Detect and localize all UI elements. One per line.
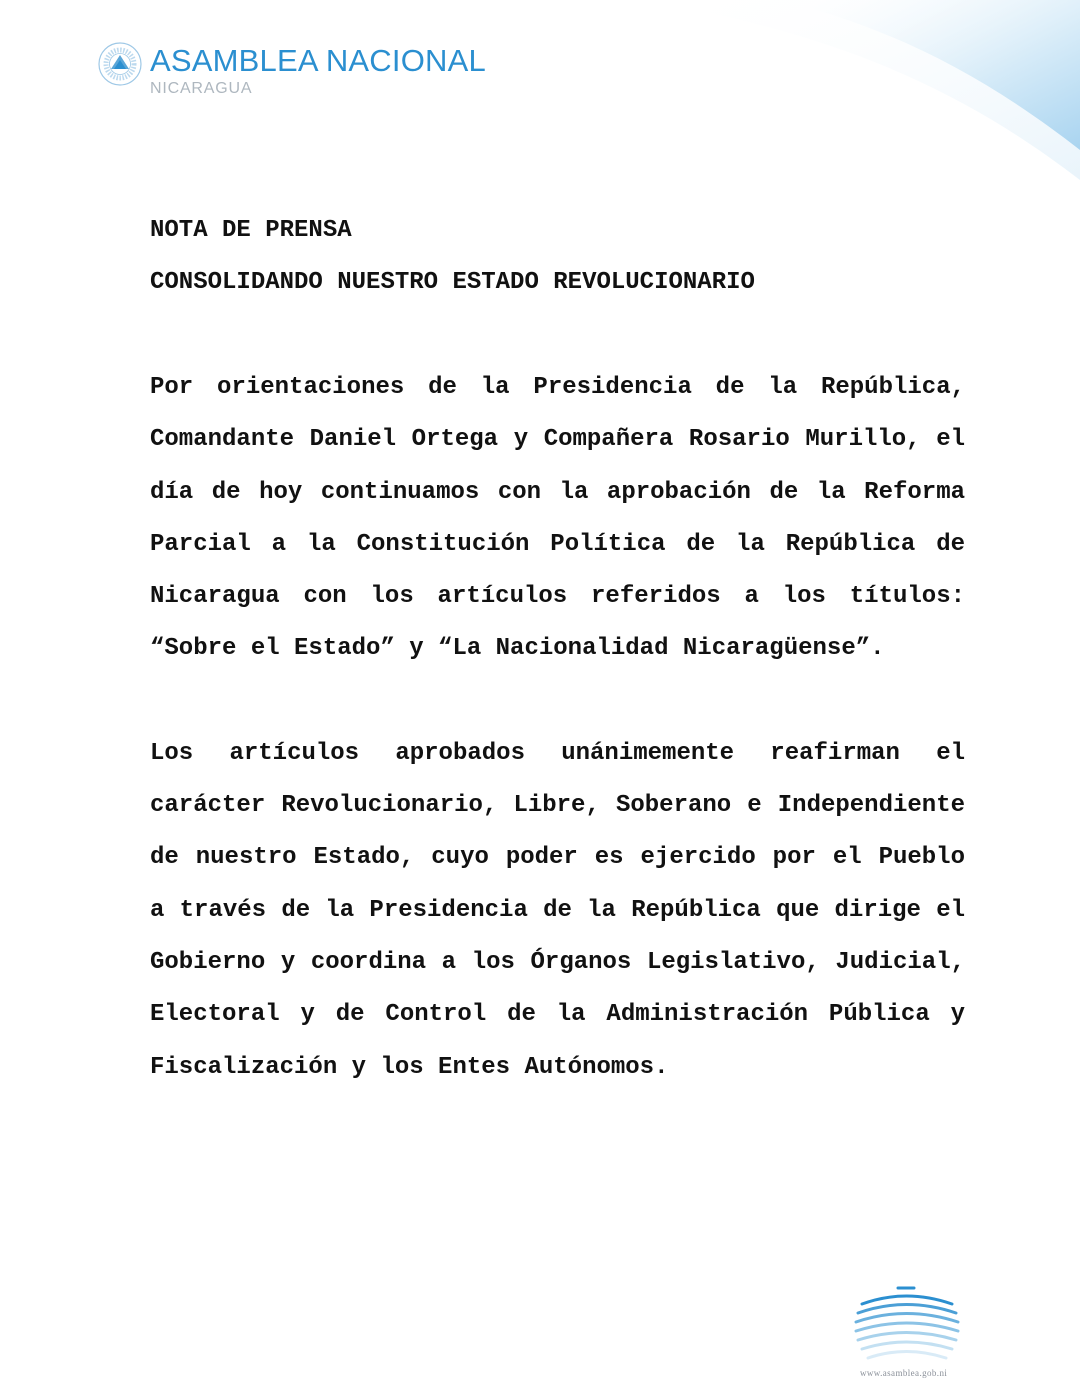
paragraph-1: Por orientaciones de la Presidencia de la República, Comandante Daniel Ortega y Compañera Rosario Murillo, el día de hoy continuamos con la aprobación de la Reforma Parcial a la Constitución Política de la República de Nicaragua con los artículos referidos a los títulos: “Sobre el Estado” y “La Nacionalidad Nicaragüense”. (150, 374, 965, 663)
document-title: CONSOLIDANDO NUESTRO ESTADO REVOLUCIONARIO (150, 269, 755, 296)
header-logo (98, 40, 486, 98)
brand-name: ASAMBLEA NACIONAL (150, 43, 486, 78)
document-label: NOTA DE PRENSA (150, 217, 352, 244)
paragraph-2: Los artículos aprobados unánimemente reafirman el carácter Revolucionario, Libre, Soberano e Independiente de nuestro Estado, cuyo poder es ejercido por el Pueblo a través de la Presidencia de la República que dirige el Gobierno y coordina a los Órganos Legislativo, Judicial, Electoral y de Control de la Administración Pública y Fiscalización y los Entes Autónomos. (150, 739, 965, 1081)
decorative-swoosh (520, 0, 1080, 190)
national-seal-icon (98, 42, 142, 86)
brand-country: NICARAGUA (150, 80, 253, 97)
footer-url: www.asamblea.gob.ni (860, 1368, 948, 1378)
assembly-arc-emblem-icon (848, 1282, 968, 1367)
document-body (150, 205, 965, 1094)
